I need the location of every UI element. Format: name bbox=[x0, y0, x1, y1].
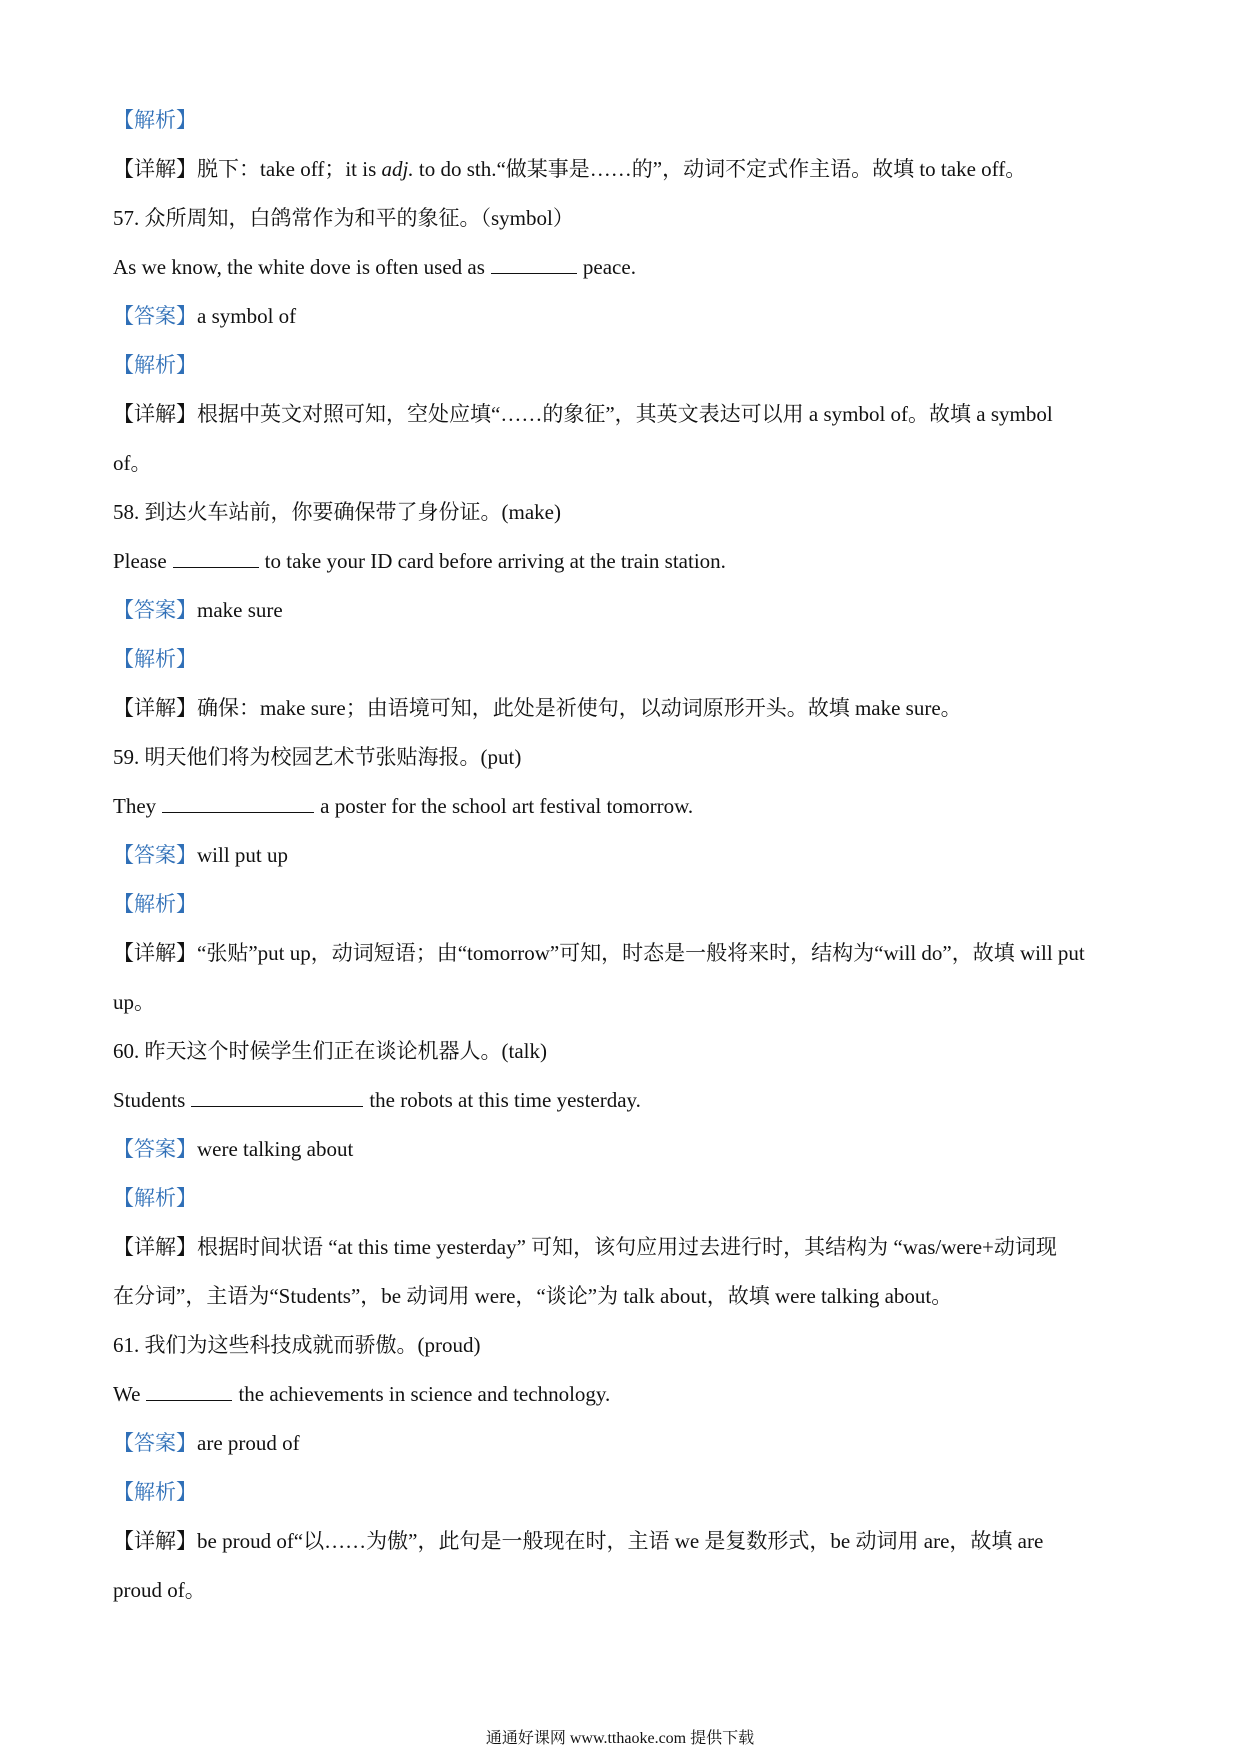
detail-60: 【详解】根据时间状语 “at this time yesterday” 可知，该句应用过去进行时，其结构为 “was/were+动词现 bbox=[113, 1235, 1057, 1259]
answer-label: 【答案】 bbox=[113, 1431, 197, 1455]
detail-61-cont: proud of。 bbox=[113, 1578, 206, 1602]
analysis-label-58: 【解析】 bbox=[113, 647, 197, 671]
detail-59-cont: up。 bbox=[113, 990, 155, 1014]
answer-58: 【答案】make sure bbox=[113, 598, 283, 622]
sentence-60: Students the robots at this time yesterday. bbox=[113, 1088, 641, 1112]
analysis-label-59: 【解析】 bbox=[113, 892, 197, 916]
answer-blank bbox=[146, 1382, 232, 1401]
sentence-59: They a poster for the school art festival tomorrow. bbox=[113, 794, 694, 818]
detail-label: 【详解】 bbox=[113, 696, 197, 720]
analysis-label-61: 【解析】 bbox=[113, 1480, 197, 1504]
sentence-58: Please to take your ID card before arriving at the train station. bbox=[113, 549, 726, 573]
detail-56: 【详解】脱下：take off；it is adj. to do sth.“做某事是……的”，动词不定式作主语。故填 to take off。 bbox=[113, 157, 1027, 181]
detail-57: 【详解】根据中英文对照可知，空处应填“……的象征”，其英文表达可以用 a symbol of。故填 a symbol bbox=[113, 402, 1053, 426]
detail-label: 【详解】 bbox=[113, 402, 197, 426]
detail-58: 【详解】确保：make sure；由语境可知，此处是祈使句，以动词原形开头。故填 make sure。 bbox=[113, 696, 962, 720]
answer-blank bbox=[173, 549, 259, 568]
answer-label: 【答案】 bbox=[113, 843, 197, 867]
question-61: 61. 我们为这些科技成就而骄傲。(proud) bbox=[113, 1333, 481, 1357]
question-58: 58. 到达火车站前，你要确保带了身份证。(make) bbox=[113, 500, 561, 524]
detail-label: 【详解】 bbox=[113, 157, 197, 181]
detail-57-cont: of。 bbox=[113, 451, 152, 475]
answer-blank bbox=[191, 1088, 363, 1107]
detail-label: 【详解】 bbox=[113, 1235, 197, 1259]
answer-label: 【答案】 bbox=[113, 1137, 197, 1161]
answer-60: 【答案】were talking about bbox=[113, 1137, 354, 1161]
answer-61: 【答案】are proud of bbox=[113, 1431, 300, 1455]
sentence-61: We the achievements in science and technology. bbox=[113, 1382, 611, 1406]
analysis-label-57: 【解析】 bbox=[113, 353, 197, 377]
detail-label: 【详解】 bbox=[113, 941, 197, 965]
detail-61: 【详解】be proud of“以……为傲”，此句是一般现在时，主语 we 是复数形式，be 动词用 are，故填 are bbox=[113, 1529, 1044, 1553]
question-60: 60. 昨天这个时候学生们正在谈论机器人。(talk) bbox=[113, 1039, 547, 1063]
detail-label: 【详解】 bbox=[113, 1529, 197, 1553]
page-footer: 通通好课网 www.tthaoke.com 提供下载 bbox=[485, 1730, 755, 1747]
answer-label: 【答案】 bbox=[113, 304, 197, 328]
answer-blank bbox=[491, 255, 577, 274]
question-59: 59. 明天他们将为校园艺术节张贴海报。(put) bbox=[113, 745, 522, 769]
answer-label: 【答案】 bbox=[113, 598, 197, 622]
sentence-57: As we know, the white dove is often used as peace. bbox=[113, 255, 636, 279]
detail-59: 【详解】“张贴”put up，动词短语；由“tomorrow”可知，时态是一般将来时，结构为“will do”，故填 will put bbox=[113, 941, 1085, 965]
answer-blank bbox=[162, 794, 314, 813]
answer-57: 【答案】a symbol of bbox=[113, 304, 297, 328]
detail-60-cont: 在分词”，主语为“Students”，be 动词用 were，“谈论”为 talk about，故填 were talking about。 bbox=[113, 1284, 953, 1308]
analysis-label-56: 【解析】 bbox=[113, 108, 197, 132]
question-57: 57. 众所周知，白鸽常作为和平的象征。（symbol） bbox=[113, 206, 574, 230]
answer-59: 【答案】will put up bbox=[113, 843, 289, 867]
document-body bbox=[113, 96, 1133, 1615]
analysis-label-60: 【解析】 bbox=[113, 1186, 197, 1210]
